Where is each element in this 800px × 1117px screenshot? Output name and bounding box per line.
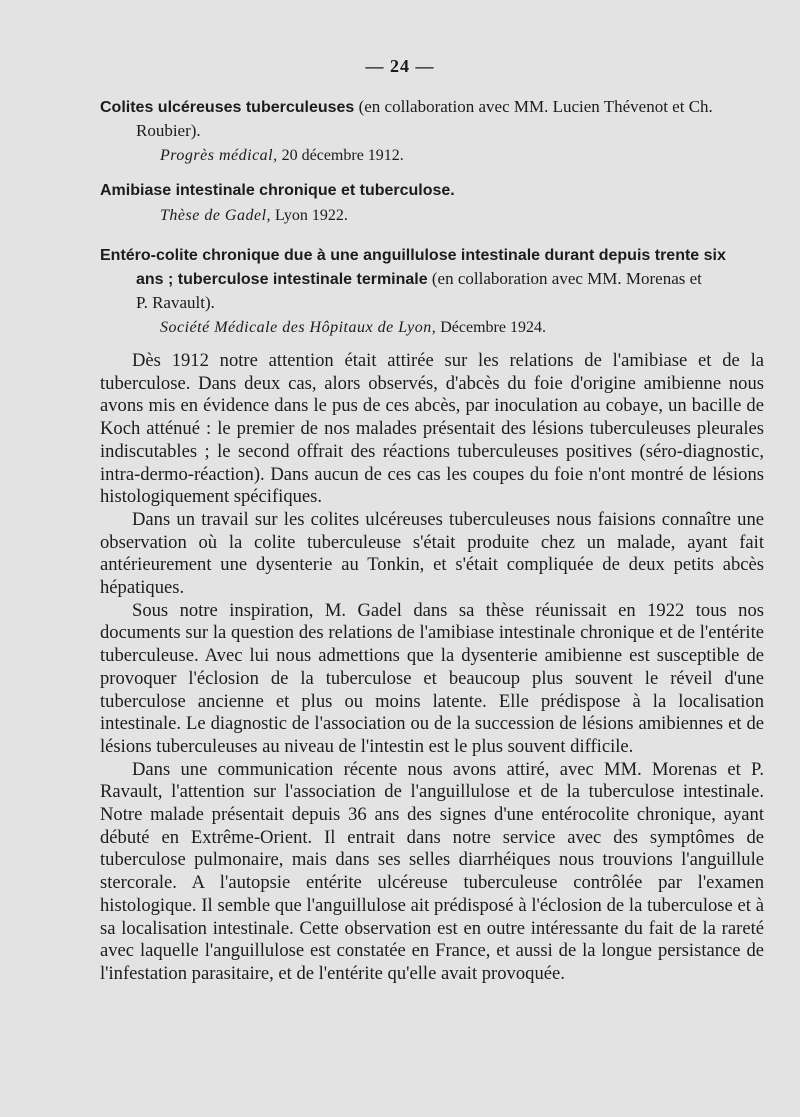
entry-title-cont: ans ; tuberculose intestinale terminale	[136, 271, 428, 288]
page-number: — 24 —	[365, 56, 435, 76]
source-date: 20 décembre 1912.	[277, 147, 404, 164]
entry-source	[100, 316, 765, 340]
entry-title: Amibiase intestinale chronique et tuberculose.	[100, 182, 455, 199]
entry-authors-cont: Roubier).	[136, 121, 201, 140]
entry-authors: (en collaboration avec MM. Lucien Thévenot et Ch.	[354, 97, 713, 116]
entry-source	[100, 204, 765, 228]
entry-title: Entéro-colite chronique due à une anguillulose intestinale durant depuis trente six	[100, 247, 726, 264]
entry-title: Colites ulcéreuses tuberculeuses	[100, 99, 355, 116]
bibliography-entry-2	[100, 178, 765, 228]
bibliography-entry-3	[100, 243, 765, 340]
entry-authors: (en collaboration avec MM. Morenas et	[427, 269, 702, 288]
paragraph-4: Dans une communication récente nous avons attiré, avec MM. Morenas et P. Ravault, l'attention sur l'association de l'anguillulose et de la tuberculose intestinale. Notre malade présentait depuis 36 ans des signes d'une entérocolite chronique, ayant débuté en Extrême-Orient. Il entrait dans notre service avec des symptômes de tuberculose pulmonaire, mais dans ses selles diarrhéiques nous trouvions l'anguillule stercorale. A l'autopsie entérite ulcéreuse tuberculeuse contrôlée par l'examen histologique. Il semble que l'anguillulose ait prédisposé à l'éclosion de la tuberculose et à sa localisation intestinale. Cette observation est en outre intéressante du fait de la rareté avec laquelle l'anguillulose est constatée en France, et aussi de la longue persistance de l'infestation parasitaire, et de l'entérite qu'elle avait provoquée.	[100, 758, 764, 984]
entry-source	[100, 144, 765, 168]
bibliography-entry-1	[100, 95, 765, 168]
paragraph-2: Dans un travail sur les colites ulcéreuses tuberculeuses nous faisions connaître une observation où la colite tuberculeuse s'était produite chez un malade, ayant fait antérieurement une dysenterie au Tonkin, et s'était compliquée de deux petits abcès hépatiques.	[100, 508, 764, 599]
entry-authors-cont: P. Ravault).	[136, 293, 215, 312]
source-date: Décembre 1924.	[436, 319, 546, 336]
body-text	[100, 350, 764, 986]
source-journal: Société Médicale des Hôpitaux de Lyon,	[160, 319, 437, 336]
paragraph-1: Dès 1912 notre attention était attirée sur les relations de l'amibiase et de la tuberculose. Dans deux cas, alors observés, d'abcès du foie d'origine amibienne nous avons mis en évidence dans le pus de ces abcès, par inoculation au cobaye, un bacille de Koch atténué : le premier de nos malades présentait des lésions tuberculeuses pleurales indiscutables ; le second offrait des réactions tuberculeuses positives (séro-diagnostic, intra-dermo-réaction). Dans aucun de ces cas les coupes du foie n'ont montré de lésions histologiquement spécifiques.	[100, 350, 764, 508]
source-journal: Thèse de Gadel,	[160, 207, 272, 224]
source-date: Lyon 1922.	[271, 207, 348, 224]
source-journal: Progrès médical,	[160, 147, 278, 164]
paragraph-3: Sous notre inspiration, M. Gadel dans sa thèse réunissait en 1922 tous nos documents sur la question des relations de l'amibiase intestinale chronique et de l'entérite tuberculeuse. Avec lui nous admettions que la dysenterie amibienne est susceptible de provoquer l'éclosion de la tuberculose et beaucoup plus souvent le réveil d'une tuberculose ancienne et plus ou moins latente. Elle prédispose à la localisation intestinale. Le diagnostic de l'association ou de la succession de lésions amibiennes et de lésions tuberculeuses au niveau de l'intestin est le plus souvent difficile.	[100, 599, 764, 757]
